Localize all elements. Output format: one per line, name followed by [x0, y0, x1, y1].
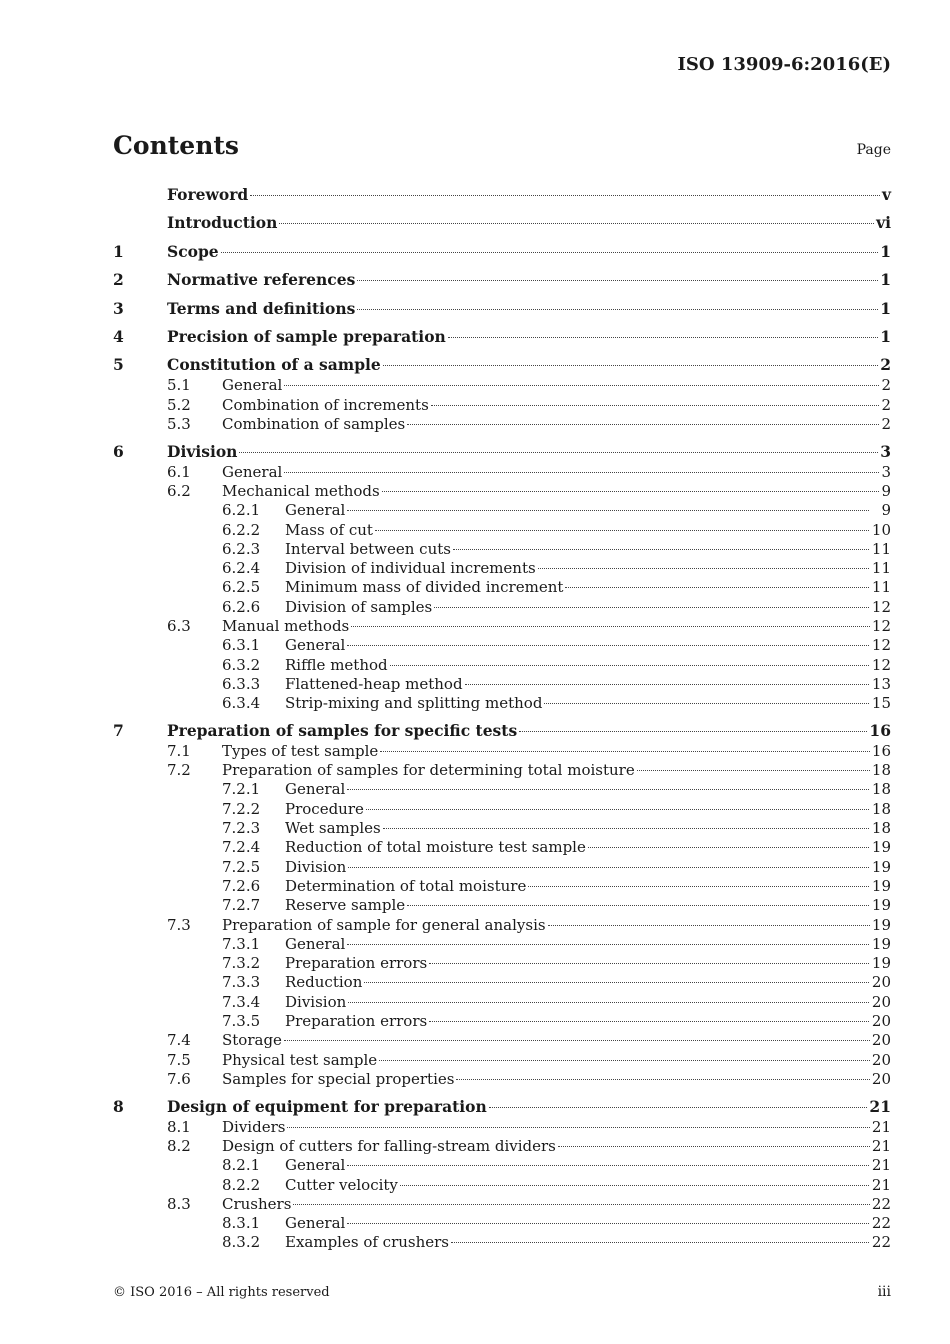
dot-leader [407, 905, 869, 906]
toc-entry-number: 7.3.4 [222, 992, 261, 1011]
page-title: Contents [113, 131, 240, 160]
toc-entry[interactable] [113, 993, 891, 1012]
toc-entry-title: Determination of total moisture [285, 876, 527, 895]
dot-leader [465, 684, 869, 685]
toc-entry-page: 3 [880, 441, 891, 461]
toc-entry-number: 4 [113, 326, 124, 346]
dot-leader [382, 491, 880, 492]
toc-entry-page: 2 [880, 355, 891, 375]
toc-entry-number: 5.2 [167, 395, 191, 414]
toc-entry-title: Manual methods [222, 617, 350, 635]
toc-entry[interactable] [113, 415, 891, 434]
toc-entry-title: General [285, 1214, 346, 1233]
dot-leader [347, 510, 869, 511]
toc-entry-title: General [285, 1156, 346, 1175]
toc-entry-title: Reserve sample [285, 896, 406, 915]
dot-leader [565, 587, 869, 588]
dot-leader [489, 1107, 868, 1108]
toc-entry-title: General [285, 501, 346, 520]
toc-entry-page: v [881, 185, 891, 204]
dot-leader [284, 472, 879, 473]
toc-entry-number: 7.3.5 [222, 1012, 261, 1031]
toc-entry-page: 11 [871, 578, 891, 597]
toc-entry-number: 6.2.3 [222, 539, 261, 558]
dot-leader [453, 549, 869, 550]
toc-entry[interactable] [113, 1137, 891, 1156]
toc-entry[interactable] [113, 184, 891, 206]
dot-leader [544, 703, 869, 704]
dot-leader [548, 925, 870, 926]
toc-entry[interactable] [113, 1070, 891, 1089]
toc-entry-page: 9 [881, 501, 891, 520]
toc-entry-page: 19 [871, 876, 891, 895]
toc-entry-page: 19 [871, 915, 891, 934]
toc-entry-number: 6 [113, 441, 124, 461]
toc-entry-title: General [285, 636, 346, 655]
toc-entry[interactable] [113, 1195, 891, 1214]
toc-entry-page: 13 [871, 674, 891, 693]
toc-entry[interactable] [113, 800, 891, 819]
toc-entry-page: 21 [871, 1136, 891, 1155]
toc-entry-number: 7.2.6 [222, 876, 261, 895]
dot-leader [347, 1165, 869, 1166]
toc-entry-number: 8.2.1 [222, 1156, 261, 1175]
toc-entry[interactable] [113, 521, 891, 540]
toc-entry-page: 12 [871, 655, 891, 674]
dot-leader [347, 645, 869, 646]
toc-entry-number: 7.3.1 [222, 934, 261, 953]
toc-entry[interactable] [113, 376, 891, 395]
toc-entry[interactable] [113, 396, 891, 415]
toc-entry-title: Combination of samples [222, 414, 406, 433]
toc-entry-page: 18 [871, 819, 891, 838]
toc-entry-number: 5.1 [167, 376, 191, 395]
toc-entry-number: 8.2 [167, 1136, 191, 1155]
toc-entry-number: 6.2.1 [222, 501, 261, 520]
toc-entry[interactable] [113, 954, 891, 973]
toc-entry-title: Interval between cuts [285, 539, 451, 558]
dot-leader [448, 337, 878, 338]
toc-entry-page: 19 [871, 954, 891, 973]
toc-entry[interactable] [113, 617, 891, 636]
dot-leader [284, 385, 879, 386]
toc-entry-title: Design of cutters for falling-stream dividers [222, 1136, 556, 1155]
dot-leader [348, 1002, 869, 1003]
toc-entry-page: 20 [871, 1012, 891, 1031]
page-column-label: Page [856, 142, 891, 158]
toc-entry-number: 7.4 [167, 1031, 191, 1050]
dot-leader [347, 944, 869, 945]
dot-leader [221, 252, 879, 253]
toc-entry-page: 1 [880, 241, 891, 261]
toc-entry-number: 7.2.7 [222, 896, 261, 915]
dot-leader [284, 1040, 870, 1041]
toc-entry-page: 15 [871, 694, 891, 713]
toc-entry-number: 8.3.1 [222, 1214, 261, 1233]
toc-entry-number: 6.3.3 [222, 674, 261, 693]
toc-entry-number: 7.2.2 [222, 799, 261, 818]
toc-entry-title: Division [167, 441, 238, 461]
toc-entry[interactable] [113, 1156, 891, 1175]
toc-entry-title: Reduction [285, 973, 363, 992]
toc-entry-title: Cutter velocity [285, 1175, 398, 1194]
toc-entry-page: 19 [871, 934, 891, 953]
dot-leader [380, 751, 870, 752]
toc-entry-page: 20 [871, 1050, 891, 1069]
dot-leader [357, 309, 878, 310]
toc-entry-page: 2 [881, 395, 891, 414]
toc-entry-title: Strip-mixing and splitting method [285, 694, 543, 713]
toc-entry-title: Reduction of total moisture test sample [285, 838, 586, 857]
toc-entry-title: General [222, 376, 283, 395]
toc-entry-page: 2 [881, 414, 891, 433]
toc-entry-title: Physical test sample [222, 1050, 378, 1069]
toc-entry-number: 5.3 [167, 414, 191, 433]
toc-entry-title: Minimum mass of divided increment [285, 578, 564, 597]
toc-entry[interactable] [113, 720, 891, 742]
dot-leader [250, 195, 880, 196]
toc-entry-page: 19 [871, 896, 891, 915]
toc-entry-title: Division of samples [285, 597, 433, 616]
dot-leader [293, 1204, 869, 1205]
toc-entry-title: Crushers [222, 1194, 292, 1213]
toc-entry-number: 6.3.4 [222, 694, 261, 713]
toc-entry[interactable] [113, 212, 891, 234]
toc-entry[interactable] [113, 694, 891, 713]
dot-leader [528, 886, 869, 887]
dot-leader [588, 847, 869, 848]
toc-entry-number: 7.3.2 [222, 954, 261, 973]
toc-entry-title: Preparation errors [285, 1012, 428, 1031]
dot-leader [383, 828, 869, 829]
toc-entry-page: 22 [871, 1194, 891, 1213]
toc-entry-number: 6.3 [167, 617, 191, 635]
toc-entry-title: Preparation errors [285, 954, 428, 973]
dot-leader [379, 1060, 870, 1061]
toc-entry-title: Terms and definitions [167, 298, 356, 318]
toc-entry-title: Dividers [222, 1117, 286, 1136]
dot-leader [400, 1185, 869, 1186]
toc-entry-number: 7.2.5 [222, 857, 261, 876]
toc-entry-number: 7.2.3 [222, 819, 261, 838]
document-header: ISO 13909-6:2016(E) [677, 54, 891, 75]
toc-entry[interactable] [113, 656, 891, 675]
dot-leader [538, 568, 869, 569]
dot-leader [456, 1079, 869, 1080]
toc-entry-number: 5 [113, 355, 124, 375]
toc-entry-number: 8.2.2 [222, 1175, 261, 1194]
toc-entry-number: 7.3.3 [222, 973, 261, 992]
toc-entry-page: 16 [869, 720, 891, 740]
toc-entry-title: Constitution of a sample [167, 355, 381, 375]
toc-entry-number: 7.2.4 [222, 838, 261, 857]
toc-entry-page: 11 [871, 559, 891, 578]
dot-leader [366, 809, 869, 810]
toc-entry-page: 12 [871, 597, 891, 616]
toc-entry-page: 19 [871, 857, 891, 876]
toc-entry-title: General [222, 462, 283, 481]
toc-entry-number: 6.2.5 [222, 578, 261, 597]
toc-entry-title: Procedure [285, 799, 364, 818]
toc-entry-page: 20 [871, 973, 891, 992]
toc-entry-title: Foreword [167, 185, 249, 204]
toc-entry[interactable] [113, 1051, 891, 1070]
dot-leader [558, 1146, 870, 1147]
toc-entry-number: 7.2 [167, 761, 191, 780]
toc-entry-number: 7.3 [167, 915, 191, 934]
toc-entry-number: 6.2.6 [222, 597, 261, 616]
dot-leader [375, 530, 869, 531]
toc-entry[interactable] [113, 973, 891, 992]
toc-entry-number: 8 [113, 1096, 124, 1116]
toc-entry-page: 10 [871, 520, 891, 539]
dot-leader [407, 424, 879, 425]
toc-entry-number: 8.3 [167, 1194, 191, 1213]
toc-entry-page: 21 [871, 1156, 891, 1175]
toc-entry-page: 19 [871, 838, 891, 857]
toc-entry[interactable] [113, 1012, 891, 1031]
dot-leader [287, 1127, 869, 1128]
toc-entry-page: 16 [871, 741, 891, 760]
toc-entry-number: 7.1 [167, 741, 191, 760]
copyright-footer: © ISO 2016 – All rights reserved [113, 1285, 330, 1300]
toc-entry[interactable] [113, 761, 891, 780]
toc-entry[interactable] [113, 241, 891, 263]
toc-entry-page: 20 [871, 992, 891, 1011]
toc-entry-number: 7 [113, 720, 124, 740]
toc-entry[interactable] [113, 858, 891, 877]
toc-entry-title: Preparation of samples for determining total moisture [222, 761, 635, 780]
toc-entry-title: Precision of sample preparation [167, 326, 446, 346]
dot-leader [429, 963, 869, 964]
toc-entry-title: Types of test sample [222, 741, 379, 760]
toc-entry[interactable] [113, 1118, 891, 1137]
toc-entry[interactable] [113, 578, 891, 597]
toc-entry[interactable] [113, 298, 891, 320]
toc-entry[interactable] [113, 326, 891, 348]
toc-entry-page: 12 [871, 617, 891, 635]
dot-leader [434, 607, 869, 608]
toc-entry[interactable] [113, 780, 891, 799]
toc-entry-page: 1 [880, 298, 891, 318]
toc-entry[interactable] [113, 501, 891, 520]
toc-entry-title: Mechanical methods [222, 481, 380, 500]
toc-entry-page: 20 [871, 1031, 891, 1050]
toc-entry-page: 11 [871, 539, 891, 558]
dot-leader [383, 365, 878, 366]
toc-entry-page: 22 [871, 1233, 891, 1252]
dot-leader [351, 626, 870, 627]
toc-entry-page: 1 [880, 326, 891, 346]
toc-entry-title: General [285, 934, 346, 953]
dot-leader [637, 770, 870, 771]
toc-entry-number: 6.3.2 [222, 655, 261, 674]
toc-entry-page: 18 [871, 799, 891, 818]
toc-entry-number: 8.1 [167, 1117, 191, 1136]
toc-entry[interactable] [113, 877, 891, 896]
dot-leader [239, 452, 878, 453]
toc-entry-title: Scope [167, 241, 219, 261]
toc-entry-title: Riffle method [285, 655, 388, 674]
toc-entry-title: Storage [222, 1031, 282, 1050]
toc-entry-page: 2 [881, 376, 891, 395]
toc-entry[interactable] [113, 838, 891, 857]
toc-entry[interactable] [113, 441, 891, 463]
toc-entry-page: 20 [871, 1069, 891, 1088]
dot-leader [364, 982, 869, 983]
toc-entry[interactable] [113, 354, 891, 376]
toc-entry[interactable] [113, 463, 891, 482]
toc-entry-title: General [285, 780, 346, 799]
toc-entry-title: Division [285, 857, 347, 876]
dot-leader [519, 731, 867, 732]
page-number: iii [877, 1284, 891, 1300]
toc-entry-title: Normative references [167, 270, 356, 290]
toc-entry[interactable] [113, 269, 891, 291]
toc-entry-page: 21 [869, 1096, 891, 1116]
toc-entry[interactable] [113, 1176, 891, 1195]
dot-leader [429, 1021, 869, 1022]
toc-entry-page: 18 [871, 780, 891, 799]
toc-entry-page: 12 [871, 636, 891, 655]
toc-entry-title: Flattened-heap method [285, 674, 463, 693]
dot-leader [431, 405, 880, 406]
toc-entry-title: Combination of increments [222, 395, 429, 414]
toc-entry[interactable] [113, 916, 891, 935]
toc-entry-title: Mass of cut [285, 520, 373, 539]
toc-entry-title: Examples of crushers [285, 1233, 450, 1252]
dot-leader [347, 789, 869, 790]
dot-leader [279, 223, 874, 224]
toc-entry-number: 7.5 [167, 1050, 191, 1069]
toc-entry[interactable] [113, 935, 891, 954]
toc-entry-title: Introduction [167, 213, 278, 233]
toc-entry-page: vi [876, 213, 891, 233]
toc-entry-title: Wet samples [285, 819, 381, 838]
toc-entry[interactable] [113, 1096, 891, 1118]
toc-entry[interactable] [113, 1031, 891, 1050]
toc-entry[interactable] [113, 819, 891, 838]
toc-entry-number: 7.2.1 [222, 780, 261, 799]
toc-entry-number: 8.3.2 [222, 1233, 261, 1252]
toc-entry[interactable] [113, 742, 891, 761]
toc-entry-title: Design of equipment for preparation [167, 1096, 487, 1116]
toc-entry-number: 3 [113, 298, 124, 318]
table-of-contents [113, 184, 891, 1253]
dot-leader [348, 867, 869, 868]
toc-entry-title: Division [285, 992, 347, 1011]
toc-entry-page: 9 [881, 481, 891, 500]
dot-leader [347, 1223, 869, 1224]
toc-entry-number: 7.6 [167, 1069, 191, 1088]
toc-entry-page: 3 [881, 462, 891, 481]
toc-entry-number: 1 [113, 241, 124, 261]
dot-leader [357, 280, 878, 281]
toc-entry-title: Preparation of sample for general analysis [222, 915, 546, 934]
toc-entry-page: 21 [871, 1117, 891, 1136]
dot-leader [390, 665, 869, 666]
toc-entry-number: 6.1 [167, 462, 191, 481]
toc-entry[interactable] [113, 636, 891, 655]
toc-entry[interactable] [113, 675, 891, 694]
toc-entry-page: 18 [871, 761, 891, 780]
toc-entry[interactable] [113, 482, 891, 501]
toc-entry-title: Samples for special properties [222, 1069, 455, 1088]
toc-entry-page: 21 [871, 1175, 891, 1194]
toc-entry-number: 6.2.2 [222, 520, 261, 539]
toc-entry[interactable] [113, 559, 891, 578]
toc-entry-page: 22 [871, 1214, 891, 1233]
toc-entry-number: 6.2.4 [222, 559, 261, 578]
toc-entry-number: 6.2 [167, 481, 191, 500]
toc-entry[interactable] [113, 1233, 891, 1252]
toc-entry-page: 1 [880, 270, 891, 290]
toc-entry[interactable] [113, 1214, 891, 1233]
toc-entry-number: 2 [113, 270, 124, 290]
toc-entry-title: Division of individual increments [285, 559, 536, 578]
toc-entry-title: Preparation of samples for specific tests [167, 720, 518, 740]
toc-entry[interactable] [113, 598, 891, 617]
toc-entry-number: 6.3.1 [222, 636, 261, 655]
dot-leader [451, 1242, 869, 1243]
toc-entry[interactable] [113, 540, 891, 559]
toc-entry[interactable] [113, 896, 891, 915]
